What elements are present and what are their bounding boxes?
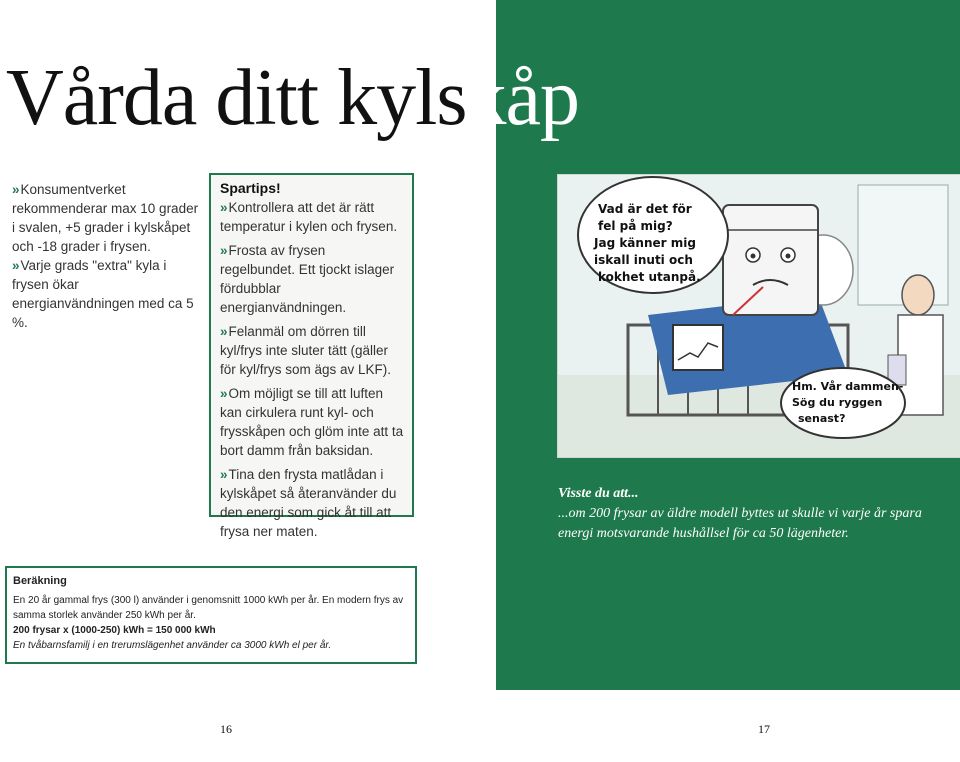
spartips-heading: Spartips!	[220, 180, 281, 196]
tip-item: »Kontrollera att det är rätt temperatur i kylen och frysen.	[220, 200, 398, 234]
berakning-note: En tvåbarnsfamilj i en trerumslägenhet använder ca 3000 kWh el per år.	[13, 640, 332, 651]
page-number-left: 16	[220, 722, 232, 736]
fridge-bubble-text: Jag känner mig	[594, 236, 696, 250]
bullet-icon: »	[12, 182, 20, 197]
fridge-bubble-text: Vad är det för	[598, 202, 692, 216]
title-light-part: kåp	[466, 54, 579, 142]
fridge-bubble-text: kokhet utanpå.	[598, 270, 701, 284]
tip-item: »Tina den frysta matlådan i kylskåpet så återanvänder du den energi som gick åt till att frysa ner maten.	[220, 467, 397, 539]
bullet-icon: »	[220, 386, 228, 401]
bullet-icon: »	[220, 200, 228, 215]
tip-item: »Frosta av frysen regelbundet. Ett tjockt islager fördubblar energianvändningen.	[220, 243, 395, 315]
bottom-margin	[0, 690, 960, 762]
doctor-bubble-text: Sög du ryggen	[792, 396, 883, 409]
intro-item: »Varje grads "extra" kyla i frysen ökar energianvändningen med ca 5 %.	[12, 258, 194, 330]
tip-item: »Felanmäl om dörren till kyl/frys inte sluter tätt (gäller för kyl/frys som ägs av LKF).	[220, 324, 392, 377]
title-dark-part: Vårda ditt kyls	[6, 54, 467, 142]
fridge-bubble-text: iskall inuti och	[594, 253, 693, 267]
spartips-box	[209, 173, 414, 539]
berakning-formula: 200 frysar x (1000-250) kWh = 150 000 kWh	[13, 625, 216, 636]
bullet-icon: »	[12, 258, 20, 273]
berakning-text: En 20 år gammal frys (300 l) använder i genomsnitt 1000 kWh per år. En modern frys av samma storlek använder 250 kWh per år.	[13, 595, 404, 621]
intro-column	[12, 180, 202, 332]
berakning-heading: Beräkning	[13, 575, 67, 587]
doctor-bubble-text: senast?	[798, 412, 846, 425]
cartoon-drawing	[558, 175, 960, 457]
fridge-bubble-text: fel på mig?	[598, 219, 673, 233]
bullet-icon: »	[220, 324, 228, 339]
fridge-cartoon-illustration	[557, 174, 960, 458]
bullet-icon: »	[220, 243, 228, 258]
tip-item: »Om möjligt se till att luften kan cirkulera runt kyl- och frysskåpen och glöm inte att ta bort damm från baksidan.	[220, 386, 404, 458]
visste-text: ...om 200 frysar av äldre modell byttes ut skulle vi varje år spara energi motsvarande hushållsel för ca 50 lägenheter.	[558, 506, 922, 541]
intro-item: »Konsumentverket rekommenderar max 10 grader i svalen, +5 grader i kylskåpet och -18 grader i frysen.	[12, 182, 199, 254]
berakning-box	[5, 566, 417, 664]
page-title	[6, 50, 579, 146]
page-number-right: 17	[758, 722, 770, 736]
doctor-bubble-text: Hm. Vår dammen-	[792, 380, 904, 393]
visste-du-att	[558, 484, 948, 544]
bullet-icon: »	[220, 467, 228, 482]
visste-heading: Visste du att...	[558, 486, 639, 501]
